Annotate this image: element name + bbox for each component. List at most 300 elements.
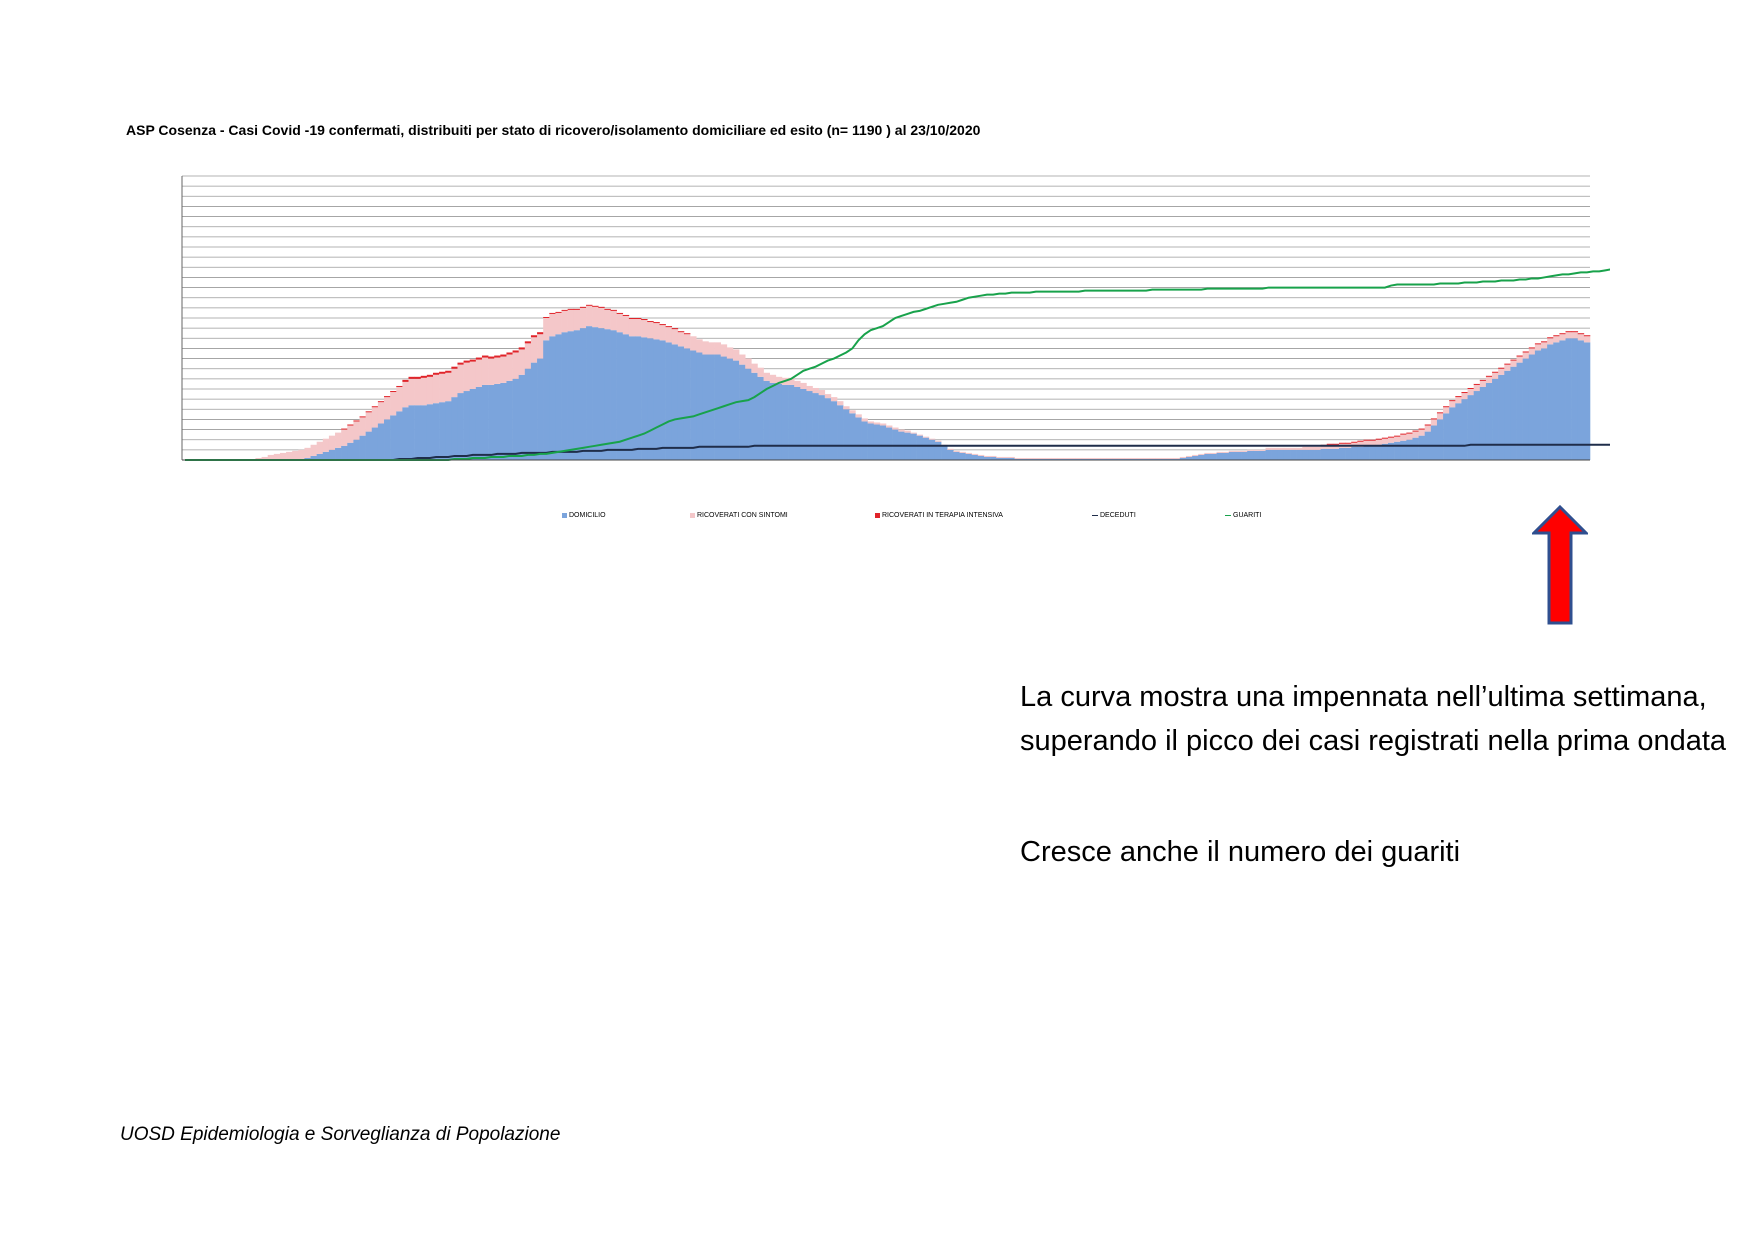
bar-ricoverati-con-sintomi [568,310,574,331]
bar-ricoverati-in-terapia-intensiva [347,425,353,426]
bar-domicilio [611,330,617,460]
bar-ricoverati-con-sintomi [1235,451,1241,452]
bar-ricoverati-in-terapia-intensiva [482,356,488,358]
bar-domicilio [1492,379,1498,460]
bar-ricoverati-con-sintomi [451,369,457,397]
bar-ricoverati-in-terapia-intensiva [513,350,519,352]
bar-ricoverati-in-terapia-intensiva [555,312,561,313]
bar-ricoverati-con-sintomi [384,397,390,419]
footer-text: UOSD Epidemiologia e Sorveglianza di Popolazione [120,1124,561,1145]
bar-domicilio [451,397,457,460]
bar-ricoverati-in-terapia-intensiva [1363,440,1369,441]
bar-ricoverati-con-sintomi [984,456,990,457]
bar-ricoverati-con-sintomi [1535,344,1541,350]
bar-ricoverati-con-sintomi [831,397,837,401]
bar-domicilio [764,381,770,460]
bar-domicilio [1559,340,1565,460]
bar-domicilio [1345,448,1351,460]
bar-domicilio [1547,344,1553,460]
bar-ricoverati-con-sintomi [1204,453,1210,454]
bar-ricoverati-in-terapia-intensiva [519,347,525,349]
bar-domicilio [1192,456,1198,460]
bar-domicilio [1370,446,1376,460]
bar-ricoverati-in-terapia-intensiva [1523,351,1529,352]
bar-domicilio [874,425,880,461]
bar-ricoverati-in-terapia-intensiva [1449,400,1455,401]
bar-ricoverati-in-terapia-intensiva [568,309,574,310]
bar-ricoverati-con-sintomi [702,341,708,354]
bar-domicilio [433,403,439,460]
bar-domicilio [770,383,776,460]
bar-domicilio [464,391,470,460]
bar-ricoverati-con-sintomi [1529,348,1535,354]
bar-ricoverati-con-sintomi [959,452,965,453]
bar-domicilio [329,450,335,460]
bar-ricoverati-in-terapia-intensiva [1443,406,1449,407]
bar-ricoverati-con-sintomi [1198,454,1204,455]
bar-ricoverati-con-sintomi [1186,456,1192,457]
bar-ricoverati-con-sintomi [1431,419,1437,425]
bar-domicilio [470,389,476,460]
bar-ricoverati-con-sintomi [1547,338,1553,344]
bar-ricoverati-con-sintomi [696,339,702,352]
bar-ricoverati-con-sintomi [1419,430,1425,436]
bar-ricoverati-con-sintomi [500,357,506,383]
bar-domicilio [1290,450,1296,460]
bar-ricoverati-con-sintomi [1315,447,1321,450]
bar-ricoverati-con-sintomi [1180,457,1186,458]
bar-domicilio [1235,452,1241,460]
bar-ricoverati-con-sintomi [427,377,433,404]
bar-ricoverati-con-sintomi [739,355,745,365]
bar-domicilio [757,377,763,460]
bar-domicilio [635,336,641,460]
bar-ricoverati-con-sintomi [1033,458,1039,459]
bar-ricoverati-con-sintomi [666,327,672,342]
bar-ricoverati-in-terapia-intensiva [1553,335,1559,336]
bar-ricoverati-con-sintomi [837,401,843,405]
bar-ricoverati-in-terapia-intensiva [611,310,617,311]
bar-domicilio [488,385,494,460]
bar-ricoverati-in-terapia-intensiva [653,322,659,323]
bar-domicilio [733,361,739,460]
bar-domicilio [1253,451,1259,460]
bar-ricoverati-con-sintomi [1510,361,1516,367]
bar-ricoverati-in-terapia-intensiva [1333,444,1339,445]
bar-ricoverati-con-sintomi [935,441,941,442]
bar-domicilio [843,409,849,460]
bar-ricoverati-in-terapia-intensiva [402,380,408,382]
bar-domicilio [366,432,372,460]
bar-ricoverati-con-sintomi [966,453,972,454]
bar-ricoverati-con-sintomi [439,374,445,402]
bar-domicilio [629,336,635,460]
bar-ricoverati-con-sintomi [298,450,304,460]
bar-ricoverati-con-sintomi [341,430,347,446]
bar-ricoverati-con-sintomi [690,336,696,350]
bar-ricoverati-con-sintomi [862,418,868,421]
bar-domicilio [813,393,819,460]
bar-ricoverati-in-terapia-intensiva [1468,388,1474,389]
bar-ricoverati-con-sintomi [629,319,635,336]
bar-ricoverati-con-sintomi [1131,458,1137,459]
bar-ricoverati-con-sintomi [1302,447,1308,450]
bar-ricoverati-con-sintomi [770,375,776,383]
bar-ricoverati-con-sintomi [1278,448,1284,450]
bar-domicilio [1333,449,1339,460]
bar-domicilio [1400,441,1406,460]
bar-domicilio [666,342,672,460]
bar-ricoverati-con-sintomi [1578,334,1584,340]
bar-ricoverati-con-sintomi [1394,437,1400,442]
bar-ricoverati-in-terapia-intensiva [445,371,451,373]
bar-ricoverati-con-sintomi [1290,448,1296,450]
bar-ricoverati-con-sintomi [1039,458,1045,459]
bar-ricoverati-in-terapia-intensiva [427,375,433,377]
bar-ricoverati-in-terapia-intensiva [366,411,372,412]
bar-domicilio [1431,426,1437,460]
bar-ricoverati-con-sintomi [1376,440,1382,445]
chart-title: ASP Cosenza - Casi Covid -19 confermati, distribuiti per stato di ricovero/isolamento domiciliare ed esito (n= 1190 ) al 23/10/2020 [126,122,981,138]
bar-domicilio [776,384,782,460]
bar-domicilio [1247,451,1253,460]
bar-ricoverati-con-sintomi [1161,458,1167,459]
bar-ricoverati-in-terapia-intensiva [525,341,531,343]
bar-domicilio [592,327,598,460]
bar-domicilio [580,328,586,460]
bar-ricoverati-con-sintomi [623,316,629,334]
bar-ricoverati-con-sintomi [574,310,580,330]
bar-ricoverati-in-terapia-intensiva [1584,335,1590,336]
bar-ricoverati-con-sintomi [482,358,488,385]
bar-domicilio [929,440,935,460]
bar-ricoverati-in-terapia-intensiva [1431,418,1437,419]
bar-domicilio [427,404,433,460]
bar-ricoverati-in-terapia-intensiva [421,376,427,378]
bar-ricoverati-in-terapia-intensiva [543,317,549,318]
bar-domicilio [1437,419,1443,460]
bar-domicilio [1486,383,1492,460]
bar-domicilio [886,428,892,460]
bar-ricoverati-in-terapia-intensiva [360,416,366,417]
bar-domicilio [519,375,525,460]
bar-domicilio [1572,338,1578,460]
bar-ricoverati-con-sintomi [1106,458,1112,459]
bar-domicilio [598,328,604,460]
bar-domicilio [831,401,837,460]
bar-ricoverati-con-sintomi [323,439,329,452]
bar-ricoverati-in-terapia-intensiva [629,318,635,319]
bar-domicilio [1406,440,1412,460]
bar-ricoverati-con-sintomi [886,426,892,428]
bar-domicilio [1241,452,1247,460]
bar-ricoverati-con-sintomi [1406,434,1412,440]
bar-domicilio [1376,445,1382,460]
bar-domicilio [1308,450,1314,460]
bar-ricoverati-con-sintomi [1155,458,1161,459]
bar-domicilio [788,385,794,460]
bar-ricoverati-con-sintomi [1449,401,1455,407]
bar-ricoverati-in-terapia-intensiva [1517,356,1523,357]
bar-domicilio [1339,448,1345,460]
legend-item-ricoverati-in-terapia-intensiva [875,512,1003,519]
bar-ricoverati-con-sintomi [1553,336,1559,342]
bar-ricoverati-in-terapia-intensiva [531,335,537,337]
bar-ricoverati-con-sintomi [445,373,451,401]
bar-domicilio [972,455,978,460]
bar-ricoverati-con-sintomi [1382,439,1388,444]
bar-ricoverati-con-sintomi [904,431,910,433]
bar-domicilio [1541,348,1547,460]
bar-domicilio [1578,340,1584,460]
bar-ricoverati-con-sintomi [586,306,592,326]
bar-ricoverati-con-sintomi [549,314,555,336]
bar-domicilio [806,391,812,460]
bar-ricoverati-con-sintomi [1174,458,1180,459]
bar-ricoverati-con-sintomi [1070,458,1076,459]
bar-ricoverati-in-terapia-intensiva [378,401,384,402]
bar-domicilio [1394,442,1400,460]
bar-ricoverati-con-sintomi [745,359,751,369]
bar-ricoverati-con-sintomi [476,360,482,387]
bar-ricoverati-con-sintomi [1437,413,1443,419]
bar-ricoverati-in-terapia-intensiva [488,357,494,359]
bar-ricoverati-in-terapia-intensiva [439,372,445,374]
bar-ricoverati-in-terapia-intensiva [1382,438,1388,439]
bar-ricoverati-in-terapia-intensiva [1339,443,1345,444]
legend-item-ricoverati-con-sintomi [690,512,788,519]
bar-ricoverati-in-terapia-intensiva [384,396,390,397]
bar-ricoverati-con-sintomi [721,344,727,356]
bar-ricoverati-con-sintomi [917,435,923,436]
bar-ricoverati-con-sintomi [1517,357,1523,363]
bar-ricoverati-con-sintomi [972,454,978,455]
bar-domicilio [1449,407,1455,460]
bar-ricoverati-con-sintomi [1113,458,1119,459]
bar-ricoverati-in-terapia-intensiva [353,420,359,421]
legend-label: GUARITI [1233,512,1262,519]
bar-ricoverati-in-terapia-intensiva [409,377,415,379]
bar-ricoverati-con-sintomi [868,421,874,423]
bar-ricoverati-con-sintomi [923,437,929,438]
bar-ricoverati-in-terapia-intensiva [1498,368,1504,369]
bar-domicilio [421,405,427,460]
bar-domicilio [696,352,702,460]
bar-ricoverati-in-terapia-intensiva [684,333,690,334]
bar-ricoverati-con-sintomi [1296,448,1302,450]
bar-domicilio [1321,449,1327,460]
bar-domicilio [1455,403,1461,460]
bar-ricoverati-con-sintomi [513,352,519,378]
bar-domicilio [586,326,592,460]
bar-ricoverati-in-terapia-intensiva [647,321,653,322]
bar-ricoverati-con-sintomi [390,392,396,415]
bar-ricoverati-con-sintomi [1480,381,1486,387]
bar-ricoverati-con-sintomi [1064,458,1070,459]
bar-ricoverati-in-terapia-intensiva [372,406,378,407]
bar-ricoverati-con-sintomi [1045,458,1051,459]
bar-domicilio [1412,438,1418,460]
bar-ricoverati-con-sintomi [672,329,678,344]
bar-domicilio [659,340,665,460]
bar-ricoverati-con-sintomi [1253,450,1259,451]
bar-domicilio [1204,454,1210,460]
bar-ricoverati-con-sintomi [1192,455,1198,456]
bar-ricoverati-in-terapia-intensiva [562,310,568,311]
bar-ricoverati-con-sintomi [1425,426,1431,432]
bar-ricoverati-con-sintomi [880,423,886,425]
legend-swatch [690,513,695,518]
bar-ricoverati-con-sintomi [892,428,898,430]
bar-ricoverati-con-sintomi [764,373,770,381]
bar-ricoverati-in-terapia-intensiva [341,429,347,430]
bar-domicilio [892,430,898,460]
bar-ricoverati-con-sintomi [378,402,384,423]
bar-ricoverati-con-sintomi [1088,458,1094,459]
bar-domicilio [672,344,678,460]
bar-ricoverati-con-sintomi [1486,377,1492,383]
bar-domicilio [409,405,415,460]
bar-ricoverati-in-terapia-intensiva [500,355,506,357]
bar-domicilio [684,348,690,460]
bar-ricoverati-in-terapia-intensiva [1486,376,1492,377]
bar-ricoverati-con-sintomi [1492,373,1498,379]
bar-domicilio [347,443,353,460]
bar-domicilio [855,417,861,460]
bar-domicilio [568,331,574,460]
bar-domicilio [1461,399,1467,460]
bar-domicilio [500,383,506,460]
bar-domicilio [653,339,659,460]
bar-ricoverati-in-terapia-intensiva [1572,331,1578,332]
bar-ricoverati-con-sintomi [1468,389,1474,395]
legend-item-deceduti [1092,512,1136,519]
annotation-text-2: Cresce anche il numero dei guariti [1020,836,1461,868]
bar-ricoverati-in-terapia-intensiva [1541,341,1547,342]
bar-domicilio [849,413,855,460]
bar-ricoverati-con-sintomi [708,342,714,354]
bar-domicilio [494,384,500,460]
bar-domicilio [1315,450,1321,460]
bar-domicilio [935,442,941,460]
bar-ricoverati-con-sintomi [653,323,659,339]
bar-ricoverati-con-sintomi [1002,457,1008,458]
bar-domicilio [800,389,806,460]
bar-ricoverati-in-terapia-intensiva [598,307,604,308]
bar-domicilio [708,355,714,460]
bar-domicilio [1210,454,1216,460]
bar-domicilio [782,385,788,460]
bar-domicilio [690,350,696,460]
bar-ricoverati-con-sintomi [819,390,825,395]
bar-ricoverati-con-sintomi [794,381,800,387]
bar-domicilio [941,446,947,460]
bar-domicilio [647,338,653,460]
bar-ricoverati-con-sintomi [678,332,684,346]
bar-ricoverati-in-terapia-intensiva [1412,431,1418,432]
bar-ricoverati-in-terapia-intensiva [1437,412,1443,413]
bar-ricoverati-con-sintomi [1400,435,1406,441]
bar-ricoverati-con-sintomi [1566,332,1572,338]
bar-ricoverati-con-sintomi [953,451,959,452]
bar-ricoverati-con-sintomi [635,319,641,336]
bar-domicilio [1566,338,1572,460]
bar-ricoverati-con-sintomi [598,308,604,328]
bar-domicilio [1474,391,1480,460]
bar-domicilio [953,452,959,460]
bar-ricoverati-con-sintomi [843,406,849,409]
bar-ricoverati-in-terapia-intensiva [666,326,672,327]
bar-ricoverati-con-sintomi [611,311,617,330]
bar-domicilio [959,453,965,460]
bar-ricoverati-in-terapia-intensiva [672,328,678,329]
bar-ricoverati-in-terapia-intensiva [457,363,463,365]
bar-ricoverati-con-sintomi [849,410,855,413]
bar-ricoverati-in-terapia-intensiva [1455,396,1461,397]
bar-ricoverati-in-terapia-intensiva [659,324,665,325]
bar-domicilio [335,448,341,460]
up-arrow-icon [1532,505,1588,627]
bar-ricoverati-in-terapia-intensiva [1425,425,1431,426]
bar-ricoverati-con-sintomi [347,426,353,443]
bar-domicilio [1419,436,1425,460]
bar-ricoverati-con-sintomi [409,379,415,405]
bar-domicilio [1553,342,1559,460]
chart-plot [160,160,1610,494]
bar-domicilio [837,405,843,460]
bar-domicilio [1351,447,1357,460]
bar-domicilio [341,446,347,460]
bar-ricoverati-in-terapia-intensiva [1406,433,1412,434]
bar-ricoverati-con-sintomi [555,313,561,334]
bar-domicilio [1535,350,1541,460]
bar-domicilio [966,454,972,460]
bar-ricoverati-in-terapia-intensiva [415,377,421,379]
bar-domicilio [1480,387,1486,460]
bar-domicilio [1504,371,1510,460]
bar-domicilio [415,405,421,460]
bar-ricoverati-in-terapia-intensiva [1504,364,1510,365]
bar-ricoverati-con-sintomi [947,449,953,450]
bar-ricoverati-con-sintomi [659,325,665,340]
bar-domicilio [482,385,488,460]
bar-domicilio [549,336,555,460]
bar-domicilio [506,381,512,460]
bar-ricoverati-in-terapia-intensiva [1474,384,1480,385]
bar-ricoverati-in-terapia-intensiva [506,352,512,354]
bar-ricoverati-con-sintomi [580,308,586,328]
bar-domicilio [445,401,451,460]
bar-ricoverati-con-sintomi [1455,397,1461,403]
bar-ricoverati-con-sintomi [433,375,439,403]
legend-item-domicilio [562,512,606,519]
bar-ricoverati-in-terapia-intensiva [1327,444,1333,445]
bar-ricoverati-con-sintomi [1412,432,1418,438]
bar-domicilio [1198,455,1204,460]
bar-ricoverati-in-terapia-intensiva [1529,347,1535,348]
bar-ricoverati-in-terapia-intensiva [1394,436,1400,437]
bar-ricoverati-con-sintomi [1210,453,1216,454]
bar-ricoverati-in-terapia-intensiva [1419,429,1425,430]
bar-ricoverati-in-terapia-intensiva [635,318,641,319]
bar-ricoverati-con-sintomi [1057,458,1063,459]
bar-ricoverati-con-sintomi [1229,451,1235,452]
bar-ricoverati-in-terapia-intensiva [623,315,629,316]
bar-ricoverati-in-terapia-intensiva [433,373,439,375]
legend-label: DOMICILIO [569,512,606,519]
bar-ricoverati-con-sintomi [592,307,598,327]
bar-ricoverati-con-sintomi [874,422,880,424]
